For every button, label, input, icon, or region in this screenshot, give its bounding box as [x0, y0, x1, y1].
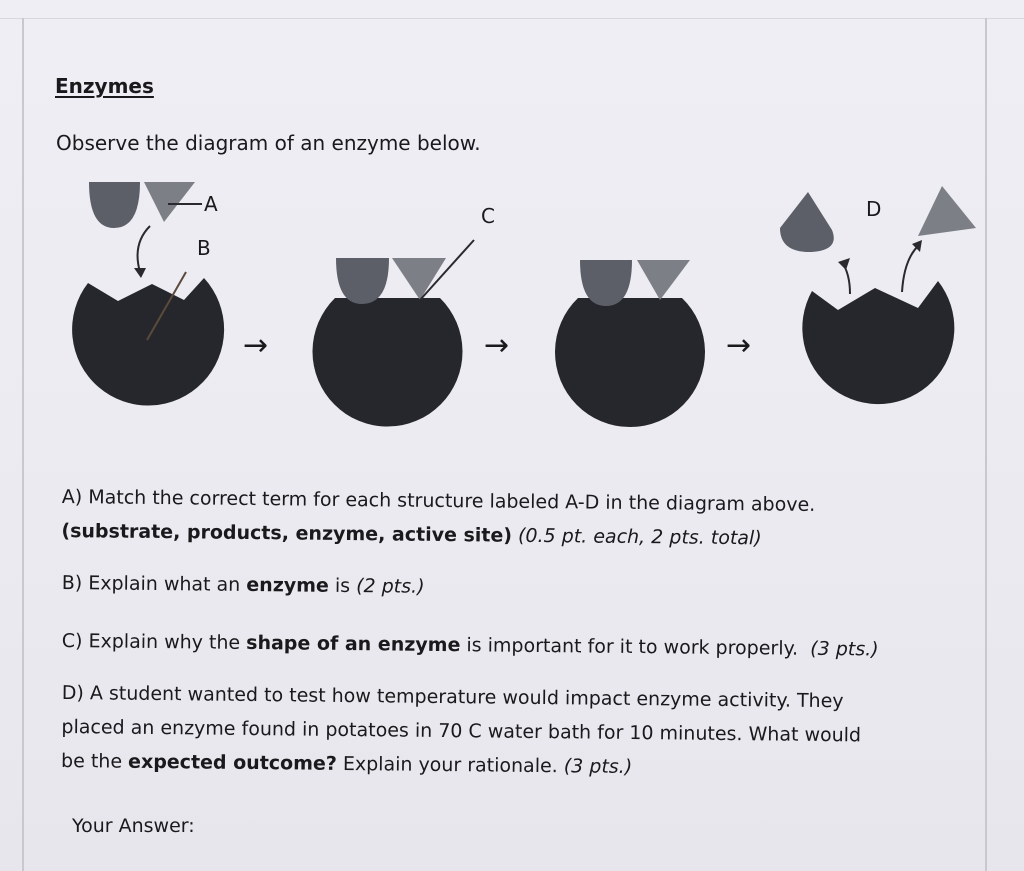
product-3-right [637, 260, 690, 300]
question-d-line-1: D) A student wanted to test how temperature would impact enzyme activity. They [61, 681, 844, 713]
stage-1-substrate [89, 182, 218, 278]
stage-2-complex [313, 204, 495, 427]
stage-4-release [780, 186, 976, 404]
question-b-prefix: B) Explain what an [61, 571, 247, 596]
stage-3-complex [555, 260, 705, 427]
label-c: C [481, 204, 495, 228]
enzyme-diagram [0, 160, 1024, 450]
substrate-2-left [336, 258, 389, 304]
question-b-points: (2 pts.) [356, 575, 425, 598]
question-c-points: (3 pts.) [810, 637, 879, 661]
question-b-keyword: enzyme [246, 573, 330, 597]
question-b-suffix: is [328, 574, 357, 598]
question-a-line-1: A) Match the correct term for each structure labeled A-D in the diagram above. [61, 485, 816, 516]
stage-1-enzyme [72, 272, 224, 406]
intro-text: Observe the diagram of an enzyme below. [56, 131, 481, 155]
product-4-left [780, 192, 834, 252]
enzyme-2 [313, 298, 463, 427]
binding-arrowhead [134, 268, 146, 278]
enzyme-3 [555, 298, 705, 427]
question-a [61, 480, 815, 556]
question-c-suffix: is important for it to work properly. [460, 634, 799, 660]
page-edge-top [0, 18, 1024, 19]
substrate-left-part [89, 182, 140, 228]
question-d-points: (3 pts.) [563, 755, 633, 778]
your-answer-label: Your Answer: [72, 815, 195, 837]
question-d [61, 676, 862, 786]
label-b: B [197, 236, 211, 260]
page-title: Enzymes [55, 74, 154, 98]
reaction-arrow-1: → [243, 328, 269, 363]
binding-arrow [138, 226, 150, 272]
label-d: D [866, 197, 882, 221]
question-d-line-3-prefix: be the [60, 749, 129, 773]
reaction-arrow-2: → [484, 328, 510, 363]
question-b [62, 566, 425, 604]
substrate-right-part [144, 182, 195, 222]
question-a-terms: (substrate, products, enzyme, active site) [61, 519, 513, 547]
question-a-points: (0.5 pt. each, 2 pts. total) [517, 524, 762, 550]
question-d-line-3-suffix: Explain your rationale. [336, 752, 564, 778]
release-arrowhead-left [838, 258, 850, 270]
question-c-keyword: shape of an enzyme [246, 631, 461, 657]
product-4-right [918, 186, 976, 236]
enzyme-1 [72, 278, 224, 406]
release-arrow-right [902, 246, 918, 292]
question-a-line-2 [61, 514, 815, 556]
question-d-line-2: placed an enzyme found in potatoes in 70 C water bath for 10 minutes. What would [61, 715, 862, 747]
question-c-prefix: C) Explain why the [61, 629, 247, 654]
reaction-arrow-3: → [726, 328, 752, 363]
question-c [62, 624, 879, 667]
question-d-keyword: expected outcome? [128, 750, 337, 775]
label-a: A [204, 192, 218, 216]
enzyme-4 [802, 281, 954, 404]
